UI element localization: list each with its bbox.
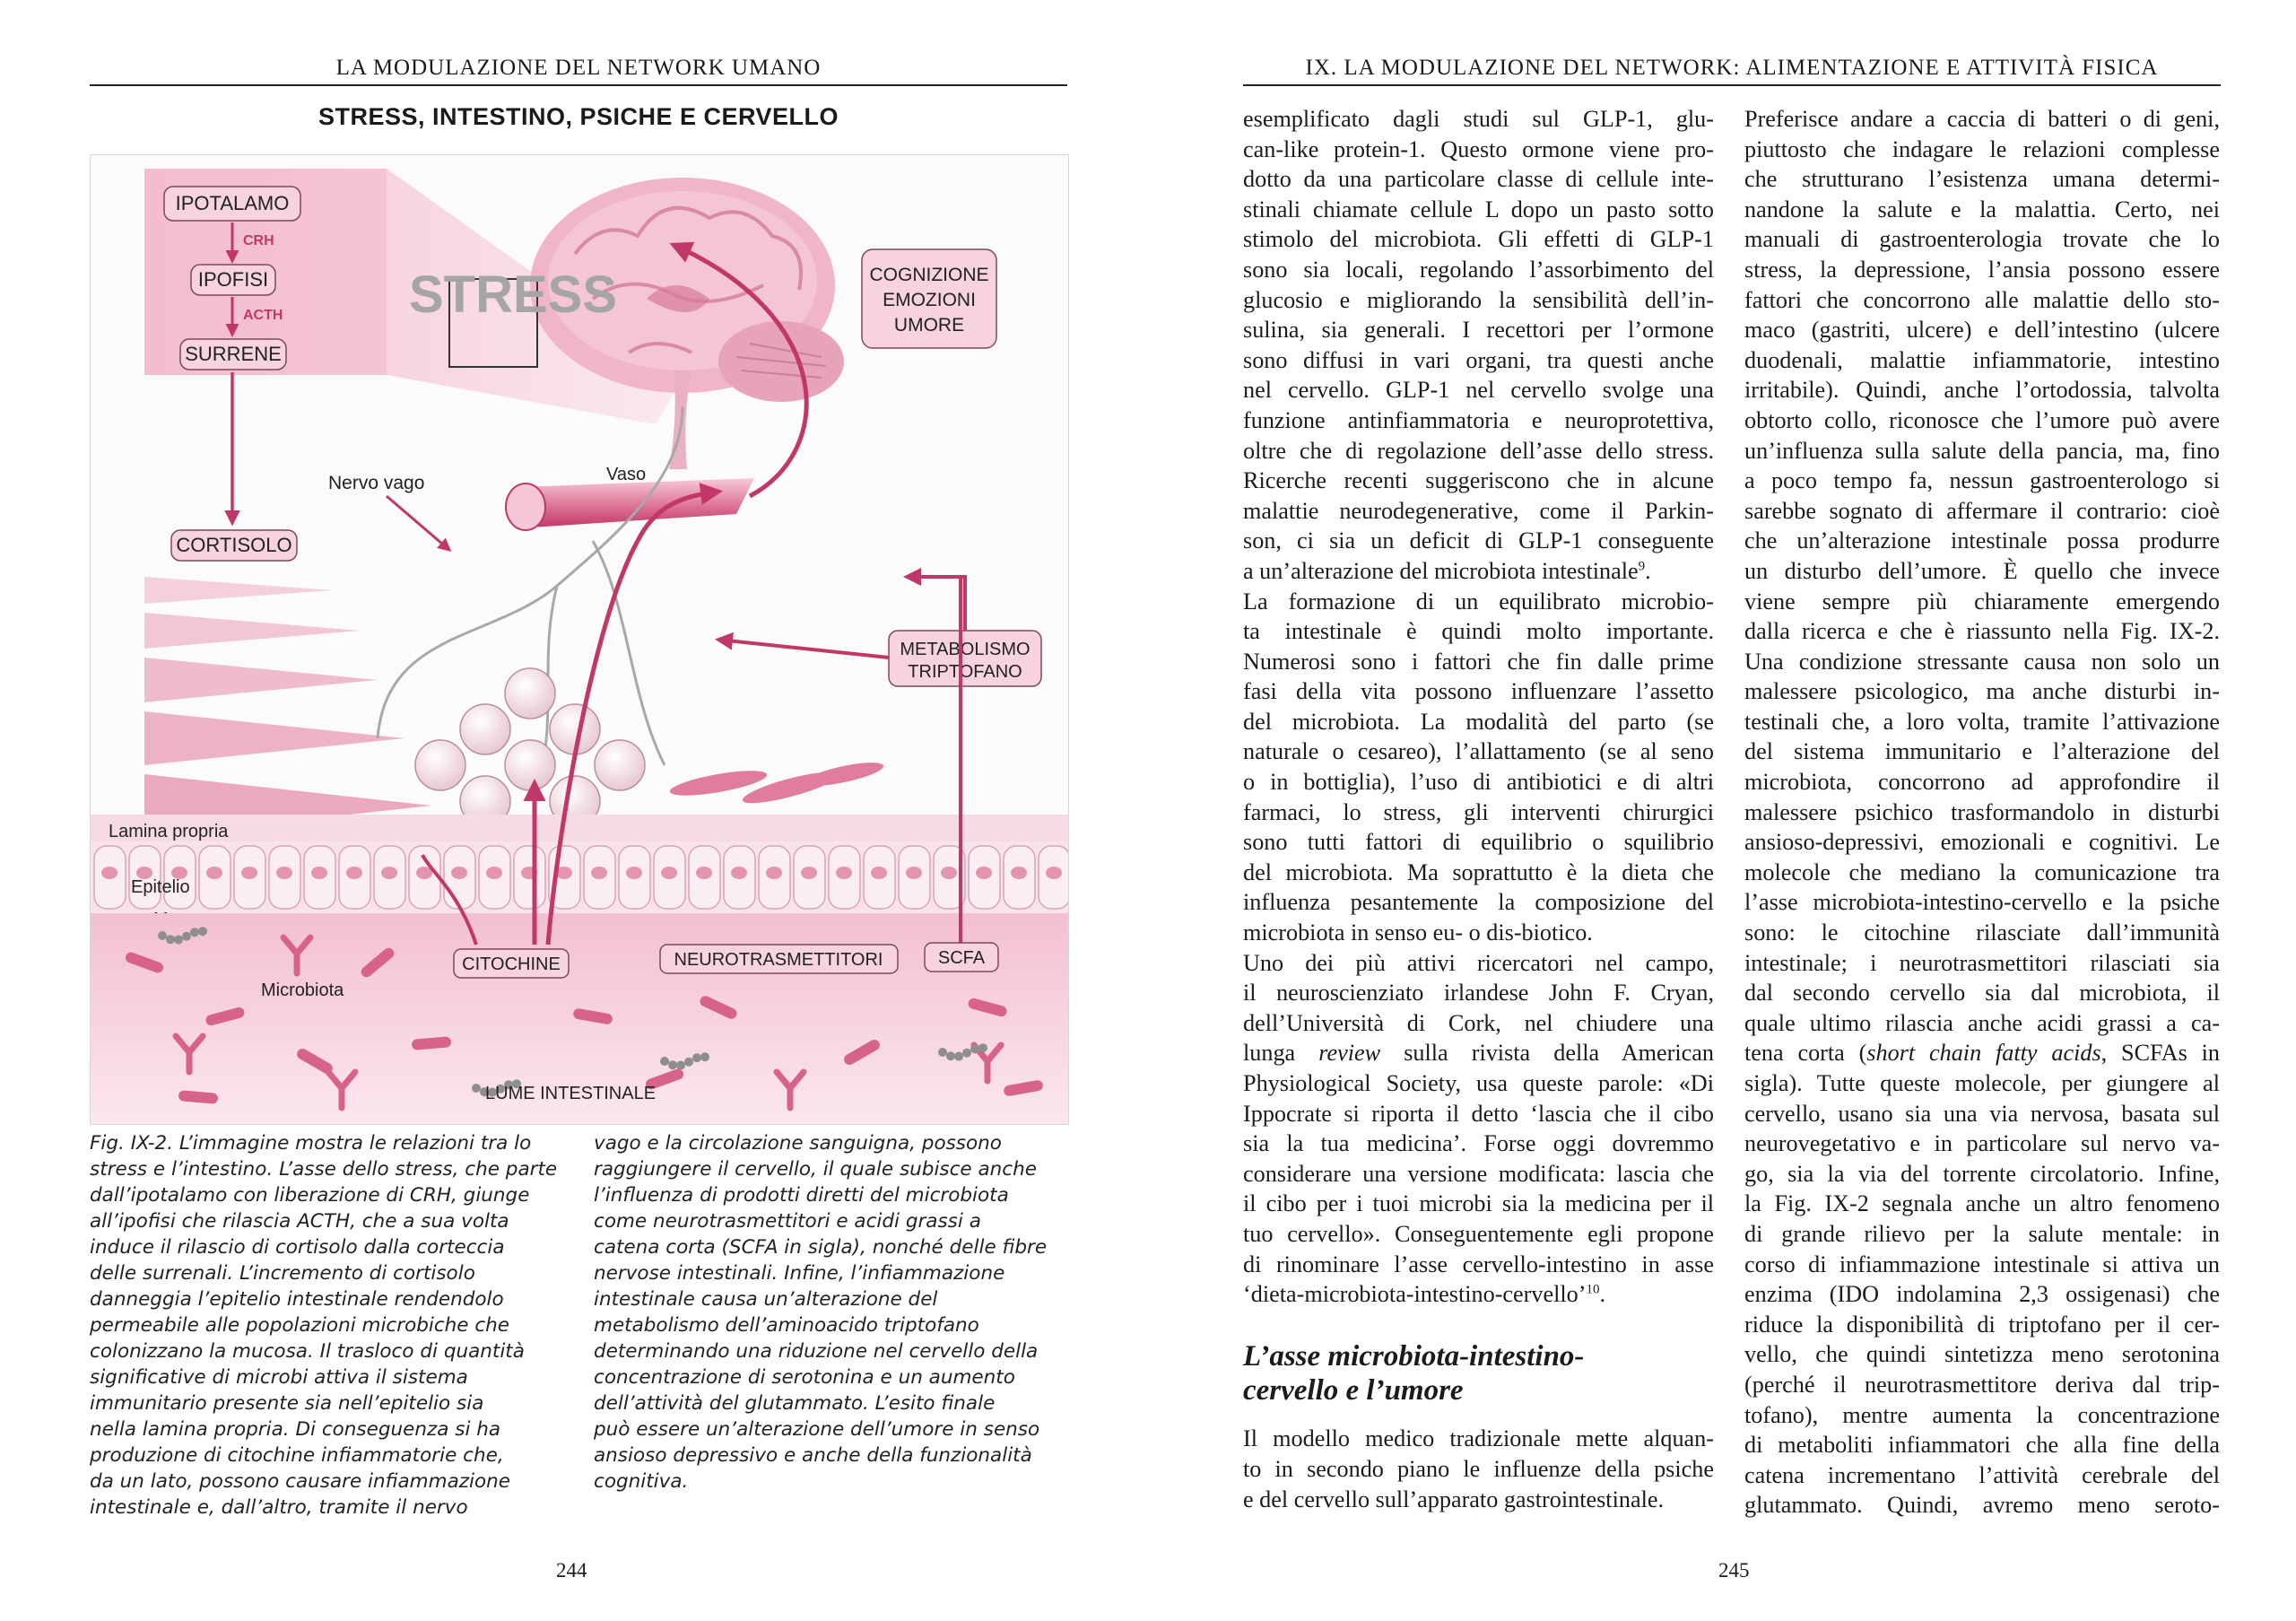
text-line: glutammato. Quindi, avremo meno seroto- <box>1744 1492 2220 1519</box>
text-line: glucosio e migliorando la sensibilità dell’in- <box>1243 286 1714 313</box>
bacterium-chain <box>692 1053 701 1062</box>
cell-nucleus <box>1046 867 1062 879</box>
text-line: neurovegetativo e in particolare sul nervo va- <box>1744 1130 2220 1157</box>
cell-nucleus <box>101 867 117 879</box>
section-heading: L’asse microbiota-intestino- <box>1243 1340 1585 1373</box>
text-line: sono tutti fattori di equilibrio o squilibrio <box>1243 829 1714 856</box>
text-line: influenza pesantemente la composizione del <box>1243 889 1714 916</box>
caption-line: determinando una riduzione nel cervello della <box>594 1340 1039 1363</box>
text-line: catena incrementano l’attività cerebrale del <box>1744 1461 2220 1488</box>
emozioni-label: EMOZIONI <box>883 290 976 310</box>
paragraph-microbiota-balance <box>1243 587 1714 948</box>
crh-label: CRH <box>243 233 274 248</box>
bacterium-chain <box>700 1052 709 1061</box>
caption-line: produzione di citochine infiammatorie che, <box>90 1444 504 1467</box>
text-line: un disturbo dell’umore. È quello che invece <box>1744 557 2220 584</box>
text-line: del microbiota. Ma soprattutto è la dieta che <box>1243 858 1714 885</box>
text-line: ta intestinale è quindi molto importante. <box>1243 618 1714 645</box>
epitelio-label: Epitelio <box>131 877 190 897</box>
caption-line: nella lamina propria. Di conseguenza si ha <box>90 1418 501 1441</box>
text-line: manuali di gastroenterologia trovate che lo <box>1744 226 2220 253</box>
text-line: dell’Università di Cork, nel chiudere una <box>1243 1009 1714 1036</box>
umore-label: UMORE <box>893 315 965 336</box>
text-line: Uno dei più attivi ricercatori nel campo, <box>1243 949 1714 976</box>
cell-nucleus <box>486 867 502 879</box>
metabolismo-label: METABOLISMO <box>900 640 1031 659</box>
text-line: sono diffusi in vari organi, tra questi anche <box>1243 346 1714 373</box>
paragraph-cryan <box>1243 948 1714 1039</box>
text-line: e del cervello sull’apparato gastrointestinale. <box>1243 1486 1665 1512</box>
text-line: l’asse microbiota-intestino-cervello e la psiche <box>1744 889 2220 916</box>
acth-label: ACTH <box>243 308 283 323</box>
vessel-icon <box>506 478 754 530</box>
caption-line: delle surrenali. L’incremento di cortisolo <box>90 1262 475 1285</box>
text-line: malattie neurodegenerative, come il Parkin- <box>1243 497 1714 524</box>
text-line: malessere psicologico, ma anche disturbi in- <box>1744 678 2220 705</box>
text-line: piuttosto che indagare le relazioni complesse <box>1744 135 2220 162</box>
text-line: to in secondo piano le influenze della psiche <box>1243 1455 1714 1482</box>
text-line: molecole che mediano la comunicazione tra <box>1744 858 2220 885</box>
text-line: Ippocrate si riporta il detto ‘lascia che il cibo <box>1243 1100 1714 1127</box>
cell-nucleus <box>346 867 362 879</box>
bacterium-chain <box>198 927 207 936</box>
cell-nucleus <box>976 867 992 879</box>
caption-line: concentrazione di serotonina e un aumento <box>594 1366 1015 1389</box>
bacterium-chain <box>174 936 183 945</box>
text-line: che strutturano l’esistenza umana determi- <box>1744 166 2220 193</box>
immune-cells-cluster <box>415 668 645 826</box>
cell-nucleus <box>591 867 607 879</box>
text-line: dotto da una particolare classe di cellule inte- <box>1243 166 1714 193</box>
caption-line: vago e la circolazione sanguigna, possono <box>594 1132 1002 1155</box>
text-line: ansioso-depressivi, emozionali e cognitivi. Le <box>1744 829 2220 856</box>
caption-line: induce il rilascio di cortisolo dalla corteccia <box>90 1236 505 1259</box>
text-line: un’influenza sulla salute della pancia, ma, fino <box>1744 437 2220 464</box>
caption-line: ansioso depressivo e anche della funzionalità <box>594 1444 1032 1467</box>
ipotalamo-label: IPOTALAMO <box>175 192 290 214</box>
bacterium-chain <box>684 1058 693 1067</box>
cell-nucleus <box>276 867 292 879</box>
text-line: che un’alterazione intestinale possa produrre <box>1744 527 2220 554</box>
cell-nucleus <box>626 867 642 879</box>
cortisolo-label: CORTISOLO <box>176 534 292 556</box>
caption-line: catena corta (SCFA in sigla), nonché delle fibre <box>594 1236 1048 1259</box>
paragraph-glp1 <box>1243 104 1714 556</box>
caption-line: intestinale causa un’alterazione del <box>594 1288 938 1311</box>
paragraph-pathways <box>1744 1068 2220 1521</box>
paragraph-gastroenterology <box>1744 104 2220 1038</box>
page-number-left: 244 <box>556 1559 587 1582</box>
text-line: sia la tua medicina’. Forse oggi dovremmo <box>1243 1130 1714 1157</box>
text-line: esemplificato dagli studi sul GLP-1, glu- <box>1243 106 1714 132</box>
text-line: fasi della vita possono influenzare l’assetto <box>1243 678 1714 705</box>
text-line: sono: le citochine rilasciate dall’immunità <box>1744 919 2220 946</box>
caption-line: danneggia l’epitelio intestinale rendendolo <box>90 1288 504 1311</box>
text-line: cervello, usano sia una via nervosa, basata sul <box>1744 1100 2220 1127</box>
text-line: intestinale; i neurotrasmettitori rilasciati sia <box>1744 949 2220 976</box>
right-page <box>1148 0 2296 1621</box>
caption-line: può essere un’alterazione dell’umore in senso <box>594 1418 1040 1441</box>
caption-line: colonizzano la mucosa. Il trasloco di quantità <box>90 1340 525 1363</box>
text-line: lunga review sulla rivista della American <box>1243 1040 1715 1067</box>
cell-nucleus <box>731 867 747 879</box>
fibroblast-cells <box>668 758 885 809</box>
caption-line: immunitario presente sia nell’epitelio sia <box>90 1392 484 1415</box>
text-line: vello, che quindi sintetizza meno serotonina <box>1744 1341 2220 1368</box>
text-line: go, sia la via del torrente circolatorio. Infine, <box>1744 1160 2220 1187</box>
cell-nucleus <box>766 867 782 879</box>
bacterium-chain <box>660 1057 669 1066</box>
text-line: di rinominare l’asse cervello-intestino in asse <box>1243 1251 1714 1277</box>
text-line: Ricerche recenti suggeriscono che in alcune <box>1243 467 1714 494</box>
figure-illustration <box>90 154 1069 1125</box>
bacterium-chain <box>676 1061 685 1070</box>
header-rule-left <box>90 84 1067 86</box>
text-line: oltre che di regolazione dell’asse dello stress. <box>1243 437 1714 464</box>
text-line: sono sia locali, regolando l’assorbimento del <box>1243 256 1714 283</box>
text-line: irritabile). Quindi, anche l’ortodossia, talvolta <box>1744 377 2220 404</box>
text-line: corso di infiammazione intestinale si attiva un <box>1744 1251 2220 1277</box>
lamina-propria-label: Lamina propria <box>109 822 229 841</box>
text-line: farmaci, lo stress, gli interventi chirurgici <box>1243 798 1714 825</box>
text-line: considerare una versione modificata: lascia che <box>1243 1160 1714 1187</box>
cell-nucleus <box>661 867 677 879</box>
bacterium-chain <box>954 1052 963 1061</box>
text-line: dal secondo cervello sia dal microbiota, il <box>1744 980 2220 1007</box>
running-head-left: LA MODULAZIONE DEL NETWORK UMANO <box>335 56 822 80</box>
cell-nucleus <box>836 867 852 879</box>
microbiota-label: Microbiota <box>261 980 344 1000</box>
stress-gut-brain-diagram <box>91 155 1068 1124</box>
text-line: a poco tempo fa, nessun gastroenterologo si <box>1744 467 2220 494</box>
stress-label: STRESS <box>409 266 618 324</box>
cell-nucleus <box>206 867 222 879</box>
text-line: microbiota in senso eu- o dis-biotico. <box>1243 919 1593 946</box>
text-line: can-like protein-1. Questo ormone viene pro- <box>1243 135 1714 162</box>
caption-line: dell’attività del glutammato. L’esito finale <box>594 1392 996 1415</box>
text-line: a un’alterazione del microbiota intestinale$^9$. <box>1243 557 1651 584</box>
caption-line: intestinale e, dall’altro, tramite il nervo <box>90 1496 468 1519</box>
text-line: nandone la salute e la malattia. Certo, nei <box>1744 196 2220 222</box>
section-heading-continued: cervello e l’umore <box>1243 1374 1464 1407</box>
paragraph-cryan-quote <box>1243 1068 1714 1279</box>
text-line: enzima (IDO indolamina 2,3 ossigenasi) che <box>1744 1281 2220 1308</box>
bacterium-chain <box>946 1051 955 1060</box>
text-line: quale ultimo rilascia anche acidi grassi a ca- <box>1744 1009 2220 1036</box>
text-line: testinali che, a loro volta, tramite l’attivazione <box>1744 708 2220 735</box>
text-line: nel cervello. GLP-1 nel cervello svolge una <box>1243 377 1714 404</box>
text-line: tofano), mentre aumenta la concentrazione <box>1744 1401 2220 1428</box>
bacterium-chain <box>938 1048 947 1057</box>
cell-nucleus <box>906 867 922 879</box>
vagus-nerve <box>378 406 683 783</box>
text-column-1 <box>1243 104 1714 1514</box>
cell-nucleus <box>1011 867 1027 879</box>
text-line: Physiological Society, usa queste parole: «Di <box>1243 1070 1714 1096</box>
text-line: Numerosi sono i fattori che fin dalle prime <box>1243 648 1714 675</box>
cognizione-label: COGNIZIONE <box>869 265 989 285</box>
cell-nucleus <box>241 867 257 879</box>
text-line: ‘dieta-microbiota-intestino-cervello’$^{10}$. <box>1243 1281 1606 1308</box>
text-line: (perché il neurotrasmettitore deriva dal trip- <box>1744 1371 2220 1398</box>
text-line: Il modello medico tradizionale mette alquan- <box>1243 1425 1714 1452</box>
text-line: stimolo del microbiota. Gli effetti di GLP-1 <box>1243 226 1714 253</box>
header-rule-right <box>1243 84 2221 86</box>
lume-intestinale-label: LUME INTESTINALE <box>485 1084 657 1103</box>
bacterium-chain <box>182 932 191 941</box>
text-line: dalla ricerca e che è riassunto nella Fig. IX-2. <box>1744 618 2220 645</box>
caption-line: permeabile alle popolazioni microbiche che <box>90 1314 510 1337</box>
paragraph-traditional-model <box>1243 1424 1714 1514</box>
text-line: funzione antinfiammatoria e neuroprotettiva, <box>1243 406 1714 433</box>
bacterium-chain <box>166 935 175 944</box>
caption-line: metabolismo dell’aminoacido triptofano <box>594 1314 979 1337</box>
text-line: malessere psichico trasformandolo in disturbi <box>1744 798 2220 825</box>
caption-line: raggiungere il cervello, il quale subisce anche <box>594 1158 1037 1181</box>
text-line: il cibo per i tuoi microbi sia la medicina per il <box>1243 1190 1714 1217</box>
cell-nucleus <box>451 867 467 879</box>
bacterium-chain <box>190 928 199 937</box>
text-line: di metaboliti infiammatori che alla fine della <box>1744 1432 2220 1459</box>
figure-title: STRESS, INTESTINO, PSICHE E CERVELLO <box>317 103 839 130</box>
text-line: Una condizione stressante causa non solo un <box>1744 648 2220 675</box>
text-line: son, ci sia un deficit di GLP-1 conseguente <box>1243 527 1714 554</box>
text-line: o in bottiglia), l’uso di antibiotici e di altri <box>1243 769 1714 796</box>
caption-line: all’ipofisi che rilascia ACTH, che a sua volta <box>90 1210 509 1233</box>
footnote-ref: 9 <box>1638 559 1646 574</box>
caption-line: da un lato, possono causare infiammazione <box>90 1470 511 1493</box>
caption-line: come neurotrasmettitori e acidi grassi a <box>594 1210 981 1233</box>
figure-caption-left-column <box>90 1130 570 1521</box>
ipofisi-label: IPOFISI <box>197 268 269 291</box>
text-line: del microbiota. La modalità del parto (se <box>1243 708 1714 735</box>
running-head-right: IX. LA MODULAZIONE DEL NETWORK: ALIMENTAZIONE E ATTIVITÀ FISICA <box>1305 56 2159 80</box>
text-line: sarebbe sognato di affermare il contrario: cioè <box>1744 497 2220 524</box>
text-line: maco (gastriti, ulcere) e dell’intestino (ulcere <box>1744 317 2220 344</box>
text-line: stress, la depressione, l’ansia possono essere <box>1744 256 2220 283</box>
page-number-right: 245 <box>1718 1559 1750 1582</box>
caption-line: nervose intestinali. Infine, l’infiammazione <box>594 1262 1005 1285</box>
text-line: sulina, sia generali. I recettori per l’ormone <box>1243 317 1714 344</box>
text-line: naturale o cesareo), l’allattamento (se al seno <box>1243 738 1714 765</box>
text-line: Preferisce andare a caccia di batteri o di geni, <box>1744 106 2220 132</box>
figure-caption-right-column <box>594 1130 1069 1495</box>
cortisol-effect-chevrons <box>144 577 431 837</box>
caption-line: l’influenza di prodotti diretti del microbiota <box>594 1184 1009 1207</box>
caption-line: Fig. IX-2. L’immagine mostra le relazioni tra lo <box>90 1132 532 1155</box>
text-line: obtorto collo, riconosce che l’umore può avere <box>1744 406 2220 433</box>
cell-nucleus <box>941 867 957 879</box>
text-line: di grande rilievo per la salute mentale: in <box>1744 1220 2220 1247</box>
bacterium-chain <box>158 931 167 940</box>
caption-line: stress e l’intestino. L’asse dello stress, che parte <box>90 1158 558 1181</box>
citochine-label: CITOCHINE <box>462 954 561 974</box>
bacterium-chain <box>970 1044 979 1053</box>
vaso-label: Vaso <box>606 465 647 484</box>
triptofano-label: TRIPTOFANO <box>908 662 1022 682</box>
text-line: La formazione di un equilibrato microbio- <box>1243 588 1714 614</box>
bacterium-chain <box>978 1043 987 1052</box>
text-line: la Fig. IX-2 segnala anche un altro fenomeno <box>1744 1190 2220 1217</box>
text-line: viene sempre più chiaramente emergendo <box>1744 588 2220 614</box>
text-line: duodenali, malattie infiammatorie, intestino <box>1744 346 2220 373</box>
text-line: riduce la disponibilità di triptofano per il cer- <box>1744 1311 2220 1338</box>
surrene-label: SURRENE <box>185 343 282 365</box>
bacterium-chain <box>962 1049 971 1058</box>
cell-nucleus <box>311 867 327 879</box>
cell-nucleus <box>696 867 712 879</box>
text-line: il neuroscienziato irlandese John F. Cryan, <box>1243 980 1714 1007</box>
neurotrasmettitori-label: NEUROTRASMETTITORI <box>674 950 883 970</box>
nervo-vago-label: Nervo vago <box>328 473 425 493</box>
cell-nucleus <box>871 867 887 879</box>
bacterium-chain <box>472 1084 481 1093</box>
text-line: stinali chiamate cellule L dopo un pasto sotto <box>1243 196 1714 222</box>
text-line: del sistema immunitario e l’alterazione del <box>1744 738 2220 765</box>
caption-line: cognitiva. <box>594 1470 689 1493</box>
footnote-ref: 10 <box>1586 1282 1600 1297</box>
text-line: tena corta (short chain fatty acids, SCFAs in <box>1744 1040 2220 1067</box>
caption-line: significative di microbi attiva il sistema <box>90 1366 468 1389</box>
bacterium-chain <box>668 1060 677 1069</box>
text-column-2 <box>1744 104 2220 1521</box>
text-line: fattori che concorrono alle malattie dello sto- <box>1744 286 2220 313</box>
cell-nucleus <box>801 867 817 879</box>
text-line: tuo cervello». Conseguentemente egli propone <box>1243 1220 1714 1247</box>
text-line: sigla). Tutte queste molecole, per giungere al <box>1744 1070 2220 1096</box>
text-line: microbiota, concorrono ad approfondire il <box>1744 769 2220 796</box>
cell-nucleus <box>381 867 397 879</box>
scfa-label: SCFA <box>937 948 986 968</box>
caption-line: dall’ipotalamo con liberazione di CRH, giunge <box>90 1184 530 1207</box>
